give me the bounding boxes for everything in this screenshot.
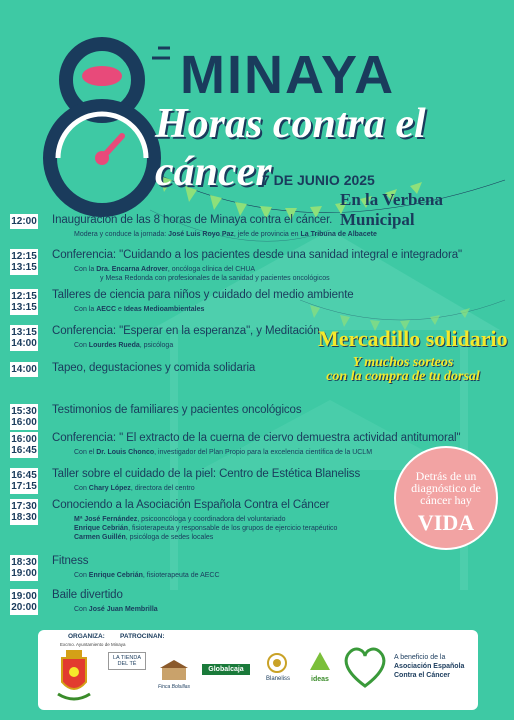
schedule-title: Conferencia: "Cuidando a los pacientes desde una sanidad integral e integradora": [52, 249, 462, 261]
event-place: En la Verbena Municipal: [340, 190, 443, 229]
detail-name: Enrique Cebrián: [74, 525, 129, 532]
circle-line-2: diagnóstico de: [411, 481, 481, 495]
detail-name: Carmen Guillén: [74, 534, 126, 541]
schedule-title: Conferencia: "Esperar en la esperanza", y Meditación: [52, 325, 320, 337]
sponsor-globalcaja: Globalcaja: [202, 664, 250, 675]
circle-line-1: Detrás de un: [415, 469, 477, 483]
schedule-time: 15:30 16:00: [11, 406, 37, 428]
schedule-detail: [74, 534, 213, 543]
schedule-time: 13:15 14:00: [11, 327, 37, 349]
detail-text: Modera y conduce la jornada:: [74, 231, 169, 238]
detail-name: Enrique Cebrián: [88, 572, 143, 579]
detail-text: , psicóloga de sedes locales: [125, 534, 214, 541]
detail-text: , fisioterapeuta y responsable de los grupos de ejercicio terapéutico: [128, 525, 338, 532]
schedule-detail: [74, 485, 195, 494]
eight-stopwatch-logo: [40, 28, 170, 218]
schedule-detail: [74, 572, 220, 581]
schedule-title: Taller sobre el cuidado de la piel: Centro de Estética Blaneliss: [52, 468, 361, 480]
sponsor-tienda-te: LA TIENDA DEL TÉ: [108, 652, 146, 670]
detail-name: José Luis Royo Paz: [168, 231, 234, 238]
detail-text: , directora del centro: [130, 485, 195, 492]
sorteos-line-2: con la compra de tu dorsal: [326, 369, 480, 384]
schedule-detail: [74, 306, 204, 315]
vida-circle: [394, 446, 498, 550]
detail-text: , jefe de provincia en: [233, 231, 301, 238]
schedule-detail: [74, 266, 255, 275]
benefit-line-2: Asociación Española: [394, 663, 465, 670]
detail-text: Con: [74, 342, 89, 349]
farm-house-icon: [156, 658, 192, 682]
detail-name: Chary López: [88, 485, 131, 492]
sponsor-ideas: ideas: [311, 676, 329, 683]
detail-text: Con la: [74, 306, 97, 313]
detail-text: Con el: [74, 449, 97, 456]
detail-name: Lourdes Rueda: [88, 342, 140, 349]
detail-name: Dr. Louis Chonco: [96, 449, 155, 456]
schedule-time: 19:00 20:00: [11, 591, 37, 613]
detail-text: , fisioterapeuta de AECC: [142, 572, 220, 579]
schedule-detail: [74, 606, 158, 615]
sponsor-finca: Finca Bolsillas: [158, 684, 190, 690]
schedule-detail: [74, 342, 173, 351]
schedule-title: Inauguración de las 8 horas de Minaya contra el cáncer.: [52, 214, 333, 226]
detail-name: Ideas Medioambientales: [123, 306, 205, 313]
detail-name: Mª José Fernández: [74, 516, 138, 523]
sorteos-line-1: Y muchos sorteos: [352, 355, 454, 370]
mercadillo-heading: Mercadillo solidario: [318, 326, 508, 351]
benefit-line-1: A beneficio de la: [394, 654, 446, 661]
detail-text: , investigador del Plan Propio para la excelencia científica de la UCLM: [154, 449, 373, 456]
schedule-time: 12:00: [11, 216, 37, 227]
schedule-title: Baile divertido: [52, 589, 123, 601]
schedule-detail: [74, 449, 372, 458]
detail-text: Con la: [74, 266, 97, 273]
patrocinan-label: PATROCINAN:: [120, 633, 165, 640]
schedule-detail: [74, 516, 286, 525]
detail-text: e: [116, 306, 124, 313]
schedule-time: 14:00: [11, 364, 37, 375]
schedule-detail: [74, 525, 337, 534]
detail-name: José Juan Membrilla: [88, 606, 158, 613]
schedule-title: Conociendo a la Asociación Española Contra el Cáncer: [52, 499, 330, 511]
schedule-detail: [74, 231, 377, 240]
sorteos-text: [318, 356, 488, 384]
organiza-small: Excmo. Ayuntamiento de Minaya: [60, 642, 126, 647]
event-title: MINAYA: [180, 45, 396, 105]
schedule-time: 12:15 13:15: [11, 251, 37, 273]
detail-name: Dra. Encarna Adrover: [96, 266, 168, 273]
aecc-heart-icon: [340, 644, 390, 690]
detail-text: , psicooncóloga y coordinadora del voluntariado: [137, 516, 286, 523]
circle-line-3: cáncer hay: [420, 493, 472, 507]
schedule-time: 18:30 19:00: [11, 557, 37, 579]
detail-name: AECC: [96, 306, 117, 313]
event-subtitle: Horas contra el cáncer: [155, 101, 426, 195]
benefit-line-3: Contra el Cáncer: [394, 672, 451, 679]
detail-name: La Tribuna de Albacete: [300, 231, 377, 238]
detail-text: Con: [74, 485, 89, 492]
schedule-time: 12:15 13:15: [11, 291, 37, 313]
organiza-label: ORGANIZA:: [68, 633, 105, 640]
ideas-leaf-icon: [308, 650, 332, 674]
blaneliss-flower-icon: [266, 652, 288, 674]
sponsor-blaneliss: Blaneliss: [265, 676, 290, 682]
schedule-title: Tapeo, degustaciones y comida solidaria: [52, 362, 256, 374]
schedule-title: Conferencia: " El extracto de la cuerna de ciervo demuestra actividad antitumoral": [52, 432, 461, 444]
schedule-title: Talleres de ciencia para niños y cuidado del medio ambiente: [52, 289, 354, 301]
schedule-time: 16:45 17:15: [11, 470, 37, 492]
detail-text: , psicóloga: [139, 342, 174, 349]
detail-text: , oncóloga clínica del CHUA: [167, 266, 256, 273]
event-date: 7 DE JUNIO 2025: [262, 172, 375, 188]
town-crest-icon: [56, 648, 92, 704]
schedule-time: 17:30 18:30: [11, 501, 37, 523]
schedule-time: 16:00 16:45: [11, 434, 37, 456]
detail-text: Con: [74, 572, 89, 579]
circle-line-4: VIDA: [417, 510, 475, 535]
detail-text: Con: [74, 606, 89, 613]
sponsors-footer: [38, 630, 478, 710]
schedule-title: Fitness: [52, 555, 89, 567]
schedule-title: Testimonios de familiares y pacientes oncológicos: [52, 404, 302, 416]
schedule-detail: y Mesa Redonda con profesionales de la sanidad y pacientes oncológicos: [100, 275, 330, 282]
